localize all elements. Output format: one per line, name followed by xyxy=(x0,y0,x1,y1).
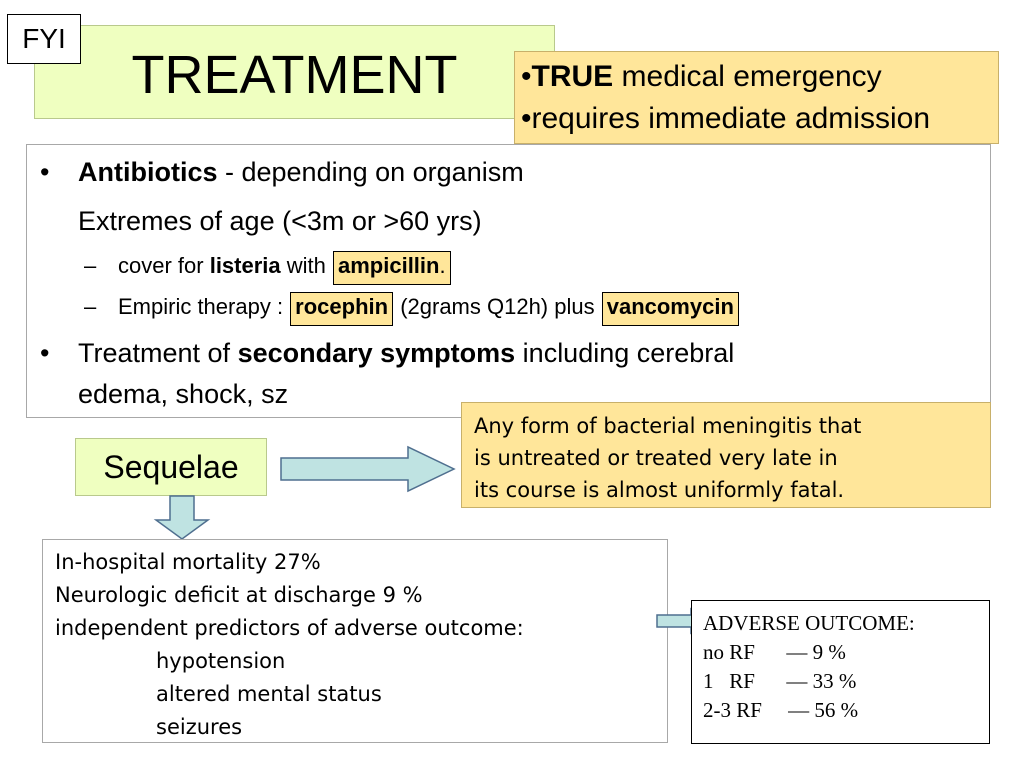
fyi-label: FYI xyxy=(7,14,81,64)
bullet-marker: • xyxy=(40,157,50,187)
adverse-outcome-row: 2-3 RF — 56 % xyxy=(703,698,859,722)
emergency-line-1: •TRUE medical emergency xyxy=(521,60,882,93)
adverse-outcome-row: 1 RF — 33 % xyxy=(703,669,857,693)
antibiotics-item: • Antibiotics - depending on organism xyxy=(40,154,524,190)
empiric-therapy-subitem: – Empiric therapy : rocephin (2grams Q12h) plus vancomycin xyxy=(84,290,740,324)
bullet-marker: • xyxy=(40,338,50,368)
mortality-stat: In-hospital mortality 27% xyxy=(55,550,321,574)
dash-marker: – xyxy=(84,294,97,319)
sequelae-label: Sequelae xyxy=(75,438,267,496)
true-emphasis: TRUE xyxy=(531,60,614,93)
down-arrow-icon xyxy=(156,496,210,540)
dash-marker: – xyxy=(84,253,97,278)
fatal-outcome-note xyxy=(461,402,991,508)
listeria-subitem: – cover for listeria with ampicillin. xyxy=(84,249,452,283)
predictor-item: hypotension xyxy=(156,649,286,673)
adverse-outcome-table xyxy=(691,600,990,744)
extremes-of-age-line: Extremes of age (<3m or >60 yrs) xyxy=(78,206,482,236)
right-arrow-icon xyxy=(281,447,456,491)
deficit-stat: Neurologic deficit at discharge 9 % xyxy=(55,583,423,607)
predictors-heading: independent predictors of adverse outcome: xyxy=(55,616,524,640)
adverse-outcome-row: no RF — 9 % xyxy=(703,640,846,664)
sequelae-statistics xyxy=(42,539,668,743)
predictor-item: seizures xyxy=(156,715,243,739)
vancomycin-highlight: vancomycin xyxy=(602,292,739,326)
predictor-item: altered mental status xyxy=(156,682,382,706)
fatal-note-line: Any form of bacterial meningitis that xyxy=(474,414,862,438)
secondary-symptoms-item: • Treatment of secondary symptoms including cerebral xyxy=(40,335,734,371)
emergency-callout xyxy=(514,51,999,144)
ampicillin-highlight: ampicillin. xyxy=(333,251,451,285)
emergency-line-2: •requires immediate admission xyxy=(521,102,930,135)
adverse-outcome-heading: ADVERSE OUTCOME: xyxy=(703,611,915,635)
slide-title: TREATMENT xyxy=(131,45,458,105)
rocephin-highlight: rocephin xyxy=(290,292,393,326)
fatal-note-line: is untreated or treated very late in xyxy=(474,446,838,470)
secondary-symptoms-line-2: edema, shock, sz xyxy=(78,379,289,409)
fatal-note-line: its course is almost uniformly fatal. xyxy=(474,478,845,502)
